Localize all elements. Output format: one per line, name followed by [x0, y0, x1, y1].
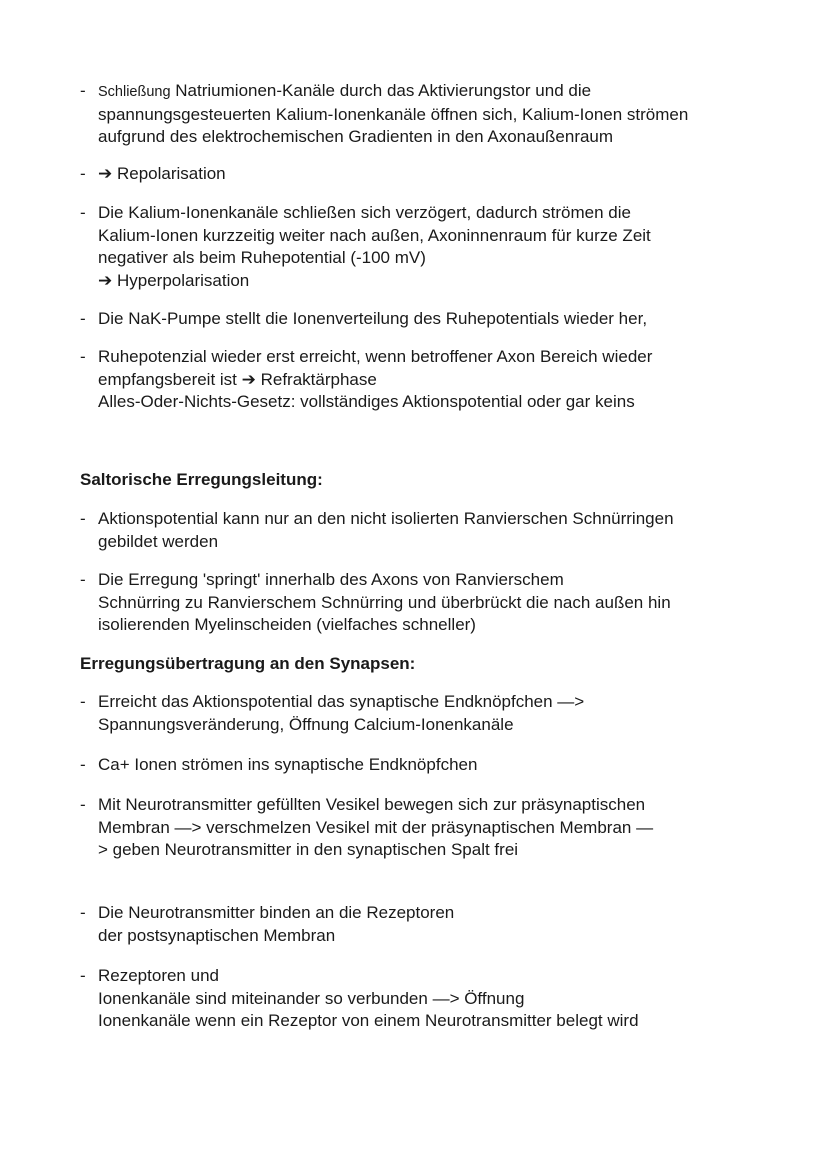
section-heading-synapses: Erregungsübertragung an den Synapsen: [80, 654, 416, 673]
bullet-dash: - [80, 81, 86, 100]
bullet-lead-word: Schließung [98, 84, 171, 100]
bullet-line: Die NaK-Pumpe stellt die Ionenverteilung des Ruhepotentials wieder her, [98, 309, 648, 328]
bullet-line: ➔ Hyperpolarisation [98, 270, 250, 290]
bullet-line: Erreicht das Aktionspotential das synaptische Endknöpfchen —> [98, 692, 585, 711]
bullet-line: Aktionspotential kann nur an den nicht isolierten Ranvierschen Schnürringen [98, 509, 674, 528]
bullet-dash: - [80, 692, 86, 711]
bullet-dash: - [80, 903, 86, 922]
bullet-line: Die Erregung 'springt' innerhalb des Axons von Ranvierschem [98, 570, 564, 589]
bullet-line: Ionenkanäle wenn ein Rezeptor von einem Neurotransmitter belegt wird [98, 1011, 639, 1030]
bullet-dash: - [80, 509, 86, 528]
bullet-line: Mit Neurotransmitter gefüllten Vesikel bewegen sich zur präsynaptischen [98, 795, 646, 814]
bullet-line: Die Kalium-Ionenkanäle schließen sich verzögert, dadurch strömen die [98, 203, 631, 222]
bullet-dash: - [80, 795, 86, 814]
bullet-line: Die Neurotransmitter binden an die Rezeptoren [98, 903, 455, 922]
bullet-dash: - [80, 309, 86, 328]
bullet-line: Natriumionen-Kanäle durch das Aktivierungstor und die [175, 81, 592, 100]
bullet-line: Kalium-Ionen kurzzeitig weiter nach außen, Axoninnenraum für kurze Zeit [98, 225, 651, 245]
bullet-line: > geben Neurotransmitter in den synaptischen Spalt frei [98, 840, 519, 859]
bullet-dash: - [80, 203, 86, 222]
bullet-line: Ionenkanäle sind miteinander so verbunden —> Öffnung [98, 988, 525, 1008]
bullet-line: spannungsgesteuerten Kalium-Ionenkanäle öffnen sich, Kalium-Ionen strömen [98, 104, 689, 124]
bullet-line: gebildet werden [98, 531, 219, 551]
bullet-line: Ruhepotenzial wieder erst erreicht, wenn betroffener Axon Bereich wieder [98, 347, 653, 366]
section-heading-saltatory: Saltorische Erregungsleitung: [80, 470, 323, 489]
bullet-dash: - [80, 347, 86, 366]
bullet-line: isolierenden Myelinscheiden (vielfaches schneller) [98, 615, 476, 634]
bullet-dash: - [80, 755, 86, 774]
bullet-line: Alles-Oder-Nichts-Gesetz: vollständiges Aktionspotential oder gar keins [98, 392, 635, 411]
bullet-dash: - [80, 570, 86, 589]
bullet-line: Spannungsveränderung, Öffnung Calcium-Ionenkanäle [98, 714, 514, 734]
bullet-line: Membran —> verschmelzen Vesikel mit der präsynaptischen Membran — [98, 817, 654, 837]
bullet-dash: - [80, 966, 86, 985]
bullet-line: Rezeptoren und [98, 966, 219, 985]
bullet-line: negativer als beim Ruhepotential (-100 mV) [98, 248, 426, 267]
bullet-line: empfangsbereit ist ➔ Refraktärphase [98, 369, 377, 389]
bullet-line: der postsynaptischen Membran [98, 925, 336, 945]
bullet-line: Ca+ Ionen strömen ins synaptische Endknöpfchen [98, 755, 478, 774]
bullet-line: ➔ Repolarisation [98, 164, 226, 183]
bullet-line: aufgrund des elektrochemischen Gradienten in den Axonaußenraum [98, 127, 614, 146]
bullet-line: Schnürring zu Ranvierschem Schnürring und überbrückt die nach außen hin [98, 592, 671, 612]
bullet-dash: - [80, 164, 86, 183]
